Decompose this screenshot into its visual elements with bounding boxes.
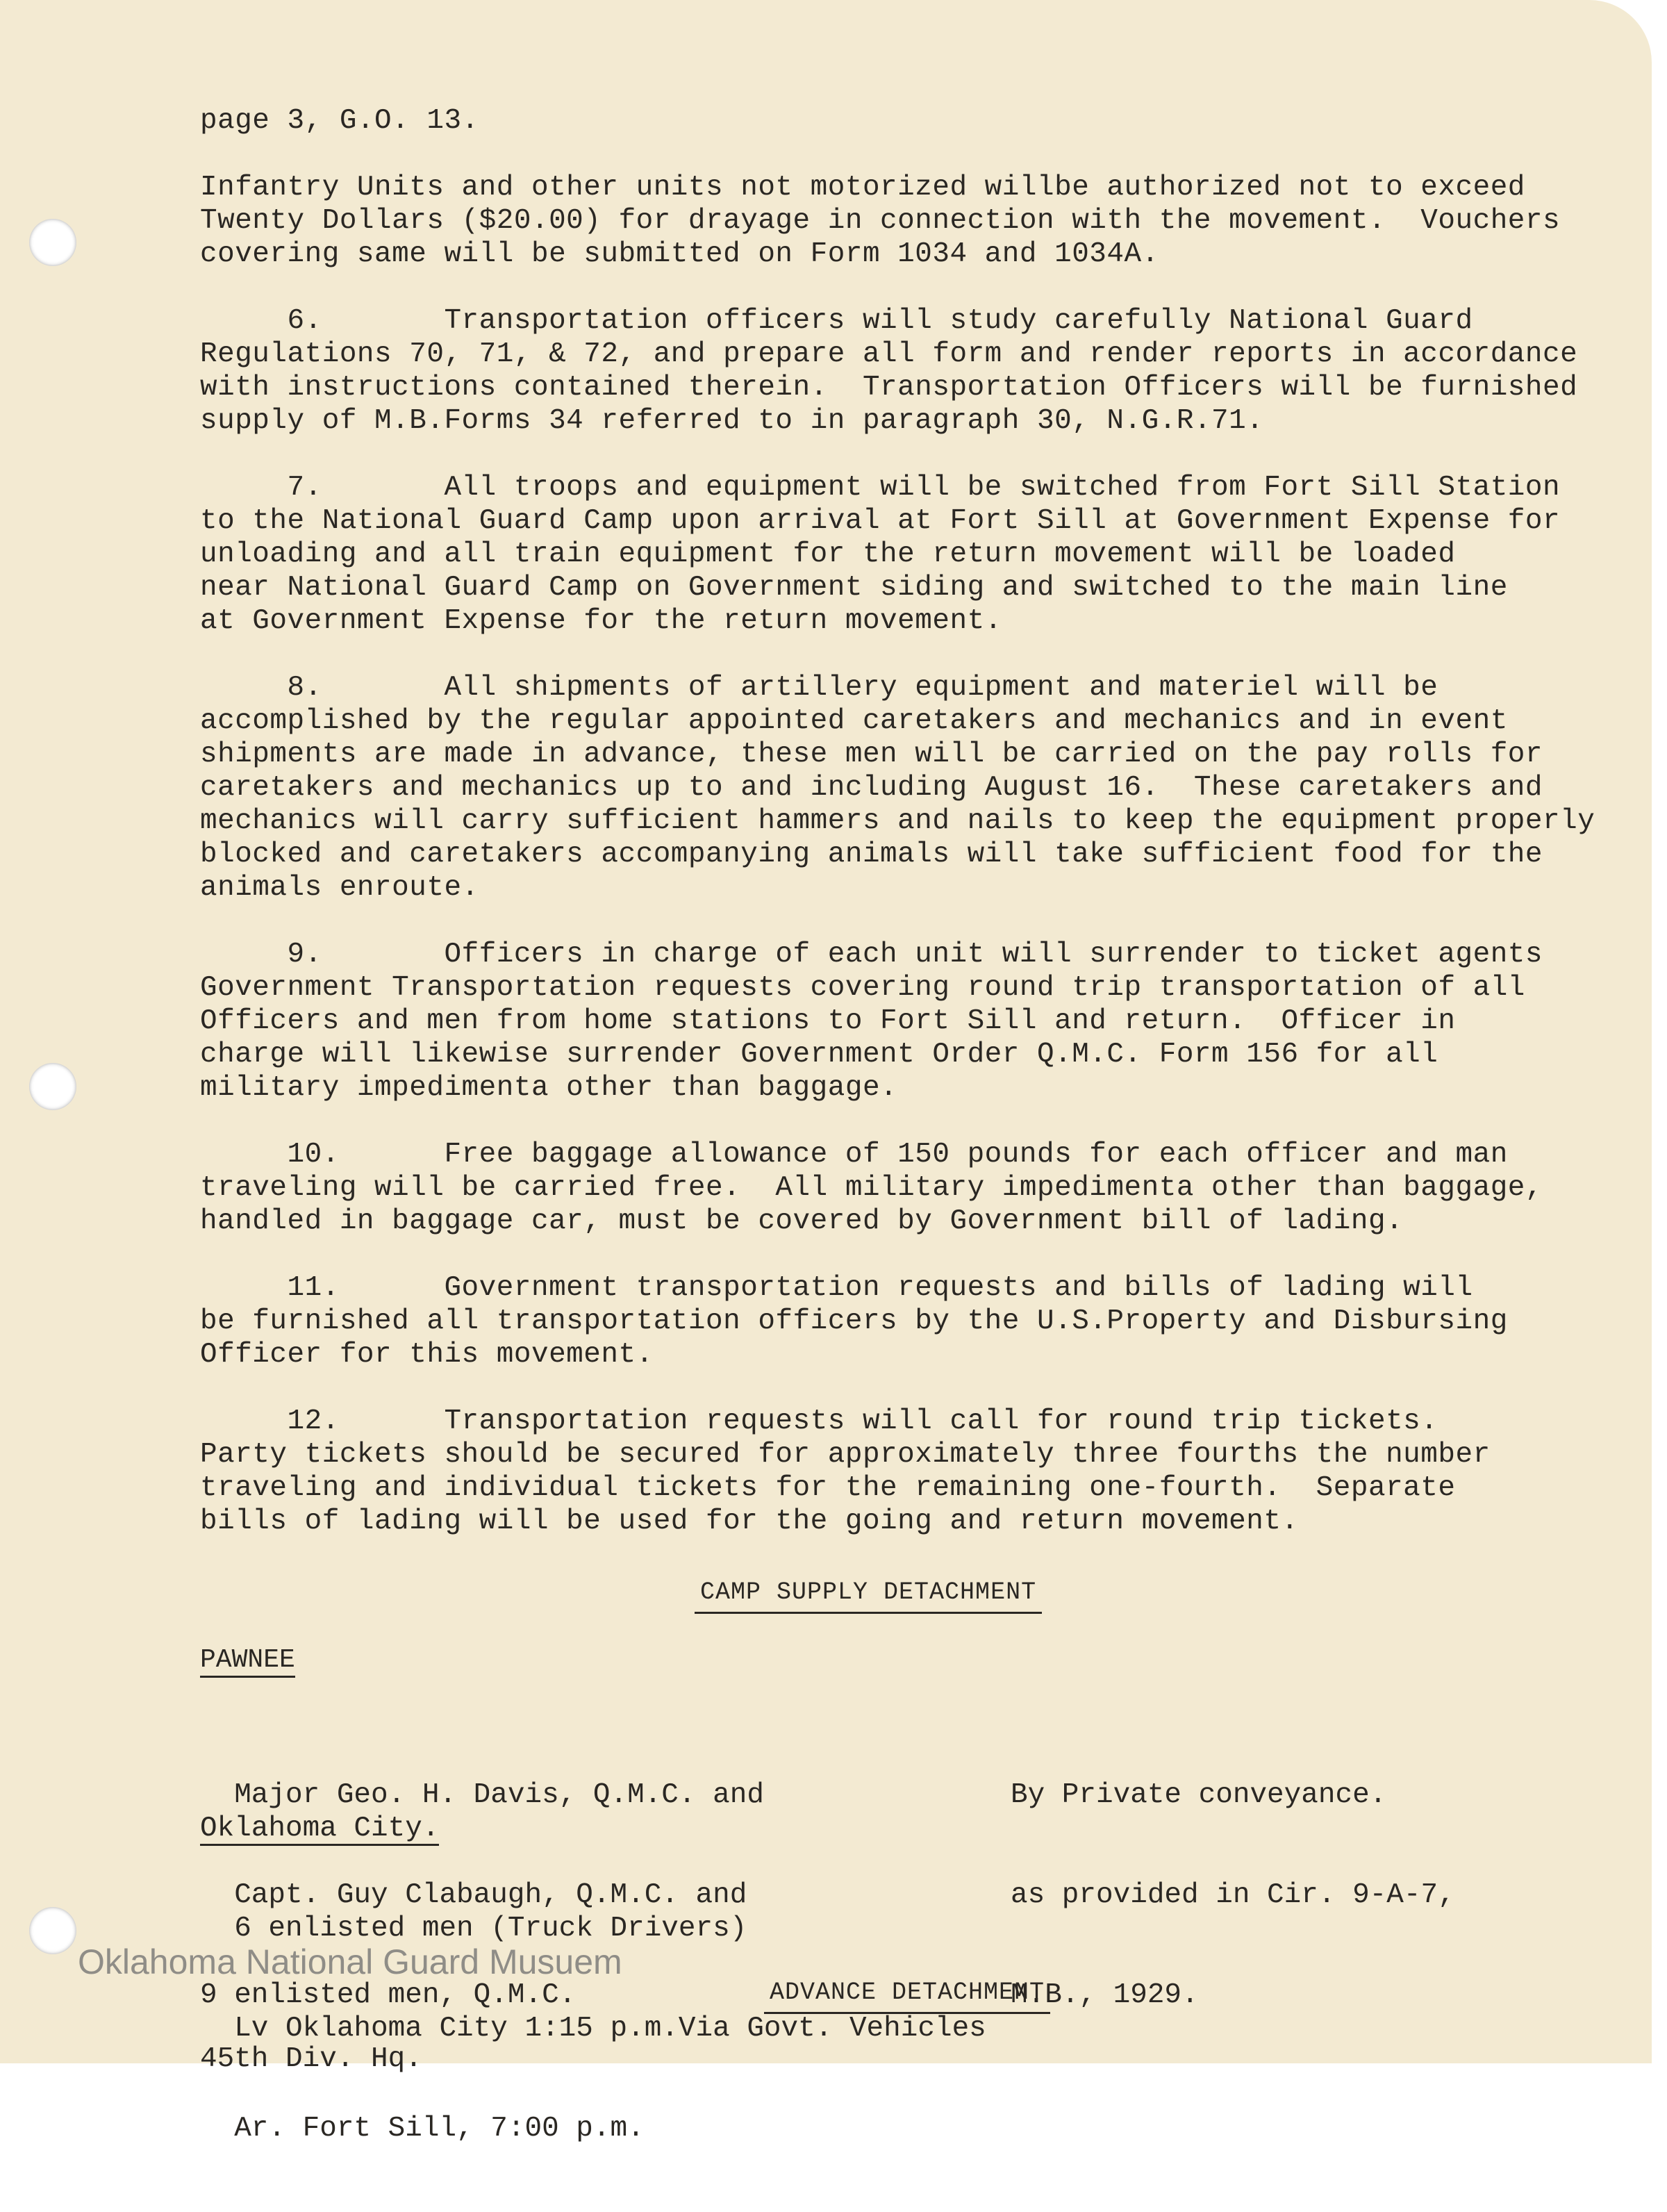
- paragraph-12: 12. Transportation requests will call for round trip tickets. Party tickets should be secured for approximately three fourths the number traveling and individual tickets for the remaining one-fourth. Separate bills of lading will be used for the going and return movement.: [200, 1405, 1491, 1537]
- paragraph-6: 6. Transportation officers will study carefully National Guard Regulations 70, 71, & 72, and prepare all form and render reports in accordance with instructions contained therein. Transportation Officers will be furnished supply of M.B.Forms 34 referred to in paragraph 30, N.G.R.71.: [200, 305, 1578, 437]
- paragraph-7: 7. All troops and equipment will be switched from Fort Sill Station to the National Guard Camp upon arrival at Fort Sill at Government Expense for unloading and all train equipment for the return movement will be loaded near National Guard Camp on Government siding and switched to the main line at Government Expense for the return movement.: [200, 472, 1561, 637]
- truck-drivers-block: 6 enlisted men (Truck Drivers) Lv Oklahoma City 1:15 p.m.Via Govt. Vehicles Ar. Fort Sill, 7:00 p.m.: [200, 1913, 986, 2145]
- cutoff-line: 45th Div. Hq.: [200, 2043, 422, 2075]
- camp-supply-heading: CAMP SUPPLY DETACHMENT: [695, 1577, 1042, 1614]
- paragraph-9: 9. Officers in charge of each unit will surrender to ticket agents Government Transportation requests covering round trip transportation of all Officers and men from home stations to Fort Sill and return. Officer in charge will likewise surrender Government Order Q.M.C. Form 156 for all military impedimenta other than baggage.: [200, 939, 1543, 1104]
- museum-watermark: Oklahoma National Guard Musuem: [78, 1942, 622, 1981]
- pawnee-personnel: Major Geo. H. Davis, Q.M.C. and Capt. Guy Clabaugh, Q.M.C. and 9 enlisted men, Q.M.C.: [200, 1779, 764, 2011]
- paragraph-10: 10. Free baggage allowance of 150 pounds for each officer and man traveling will be carried free. All military impedimenta other than baggage, handled in baggage car, must be covered by Government bill of lading.: [200, 1139, 1543, 1237]
- punch-hole: [29, 1063, 76, 1110]
- paragraph-intro: Infantry Units and other units not motorized willbe authorized not to exceed Twenty Dollars ($20.00) for drayage in connection with the movement. Vouchers covering same will be submitted on Form 1034 and 1034A.: [200, 172, 1561, 270]
- conveyance-note: By Private conveyance. as provided in Cir. 9-A-7, M.B., 1929.: [1011, 1779, 1455, 2011]
- punch-hole: [29, 1907, 76, 1954]
- page-reference: page 3, G.O. 13.: [200, 105, 479, 137]
- punch-hole: [29, 219, 76, 266]
- advance-detachment-heading: ADVANCE DETACHMENT: [764, 1977, 1050, 2014]
- body-text: [200, 104, 1595, 1538]
- paragraph-11: 11. Government transportation requests and bills of lading will be furnished all transportation officers by the U.S.Property and Disbursing Officer for this movement.: [200, 1272, 1508, 1371]
- paragraph-8: 8. All shipments of artillery equipment and materiel will be accomplished by the regular appointed caretakers and mechanics and in event shipments are made in advance, these men will be carried on the pay rolls for caretakers and mechanics up to and including August 16. These caretakers and mechanics will carry sufficient hammers and nails to keep the equipment properly blocked and caretakers accompanying animals will take sufficient food for the animals enroute.: [200, 672, 1595, 904]
- oklahoma-city-label: Oklahoma City.: [200, 1813, 440, 1844]
- pawnee-label: PAWNEE: [200, 1645, 295, 1678]
